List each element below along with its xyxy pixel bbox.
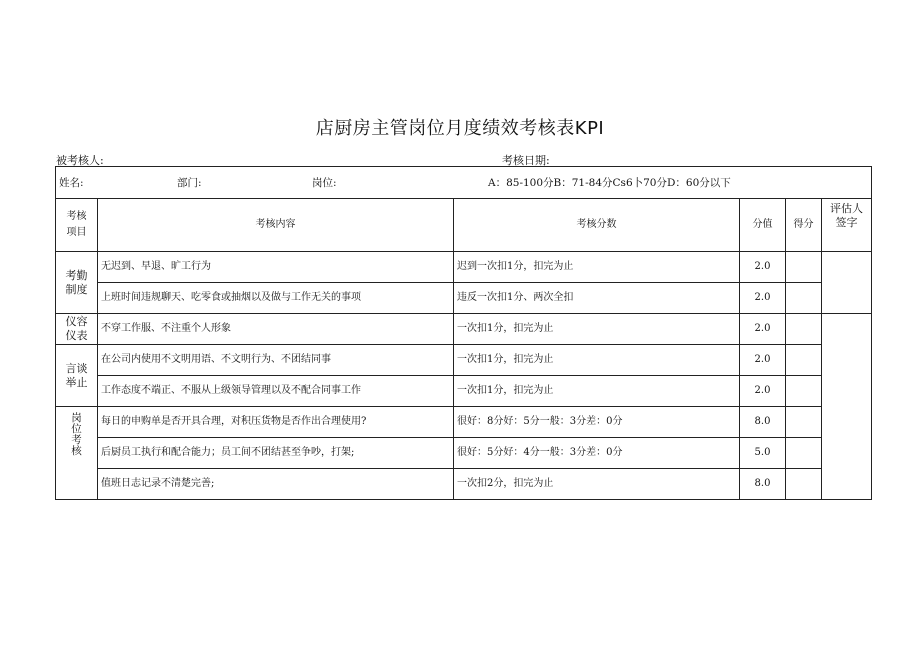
table-row	[56, 314, 872, 345]
score-cell[interactable]	[786, 407, 822, 438]
page-title: 店厨房主管岗位月度绩效考核表KPI	[315, 118, 605, 139]
row-content: 工作态度不端正、不服从上级领导管理以及不配合同事工作	[98, 376, 454, 407]
header-row	[56, 199, 872, 252]
table-row	[56, 345, 872, 376]
assessment-date-label: 考核日期:	[502, 154, 550, 167]
row-rule: 一次扣1分，扣完为止	[454, 376, 740, 407]
score-cell[interactable]	[786, 469, 822, 500]
table-row	[56, 283, 872, 314]
row-points: 5.0	[740, 438, 786, 469]
header-content: 考核内容	[98, 199, 454, 252]
row-content: 后厨员工执行和配合能力；员工间不团结甚至争吵，打架;	[98, 438, 454, 469]
header-score: 得分	[786, 199, 822, 252]
category-conduct: 言谈举止	[56, 345, 98, 407]
row-rule: 一次扣1分，扣完为止	[454, 345, 740, 376]
signature-cell[interactable]	[822, 314, 872, 500]
row-content: 无迟到、早退、旷工行为	[98, 252, 454, 283]
row-points: 2.0	[740, 376, 786, 407]
row-points: 8.0	[740, 407, 786, 438]
score-cell[interactable]	[786, 283, 822, 314]
table-row	[56, 469, 872, 500]
row-content: 每日的申购单是否开具合理，对积压货物是否作出合理使用?	[98, 407, 454, 438]
row-rule: 一次扣1分，扣完为止	[454, 314, 740, 345]
row-rule: 迟到一次扣1分，扣完为止	[454, 252, 740, 283]
row-points: 2.0	[740, 314, 786, 345]
header-item: 考核项目	[56, 199, 98, 252]
category-attendance: 考勤制度	[56, 252, 98, 314]
score-cell[interactable]	[786, 252, 822, 283]
header-signature: 评估人签字	[822, 199, 872, 252]
row-rule: 违反一次扣1分、两次全扣	[454, 283, 740, 314]
category-position: 岗位考核	[56, 407, 98, 500]
kpi-table	[55, 166, 872, 500]
table-row	[56, 252, 872, 283]
table-row	[56, 376, 872, 407]
row-rule: 一次扣2分，扣完为止	[454, 469, 740, 500]
header-points: 分值	[740, 199, 786, 252]
row-content: 上班时间违规聊天、吃零食或抽烟以及做与工作无关的事项	[98, 283, 454, 314]
row-points: 2.0	[740, 345, 786, 376]
row-rule: 很好：5分好：4分一般：3分差：0分	[454, 438, 740, 469]
grade-scale: A：85-100分B：71-84分Cs6卜70分D：60分以下	[488, 176, 731, 189]
info-cell	[56, 167, 872, 199]
info-row	[56, 167, 872, 199]
row-content: 不穿工作服、不注重个人形象	[98, 314, 454, 345]
score-cell[interactable]	[786, 345, 822, 376]
row-content: 值班日志记录不清楚完善;	[98, 469, 454, 500]
row-rule: 很好：8分好：5分一般：3分差：0分	[454, 407, 740, 438]
score-cell[interactable]	[786, 438, 822, 469]
name-label: 姓名:	[59, 176, 84, 189]
row-content: 在公司内使用不文明用语、不文明行为、不团结同事	[98, 345, 454, 376]
header-score-rule: 考核分数	[454, 199, 740, 252]
row-points: 2.0	[740, 252, 786, 283]
table-row	[56, 438, 872, 469]
assessee-label: 被考核人:	[56, 154, 104, 167]
row-points: 2.0	[740, 283, 786, 314]
position-label: 岗位:	[312, 176, 337, 189]
row-points: 8.0	[740, 469, 786, 500]
score-cell[interactable]	[786, 314, 822, 345]
signature-cell[interactable]	[822, 252, 872, 314]
category-appearance: 仪容仪表	[56, 314, 98, 345]
table-row	[56, 407, 872, 438]
department-label: 部门:	[177, 176, 202, 189]
score-cell[interactable]	[786, 376, 822, 407]
